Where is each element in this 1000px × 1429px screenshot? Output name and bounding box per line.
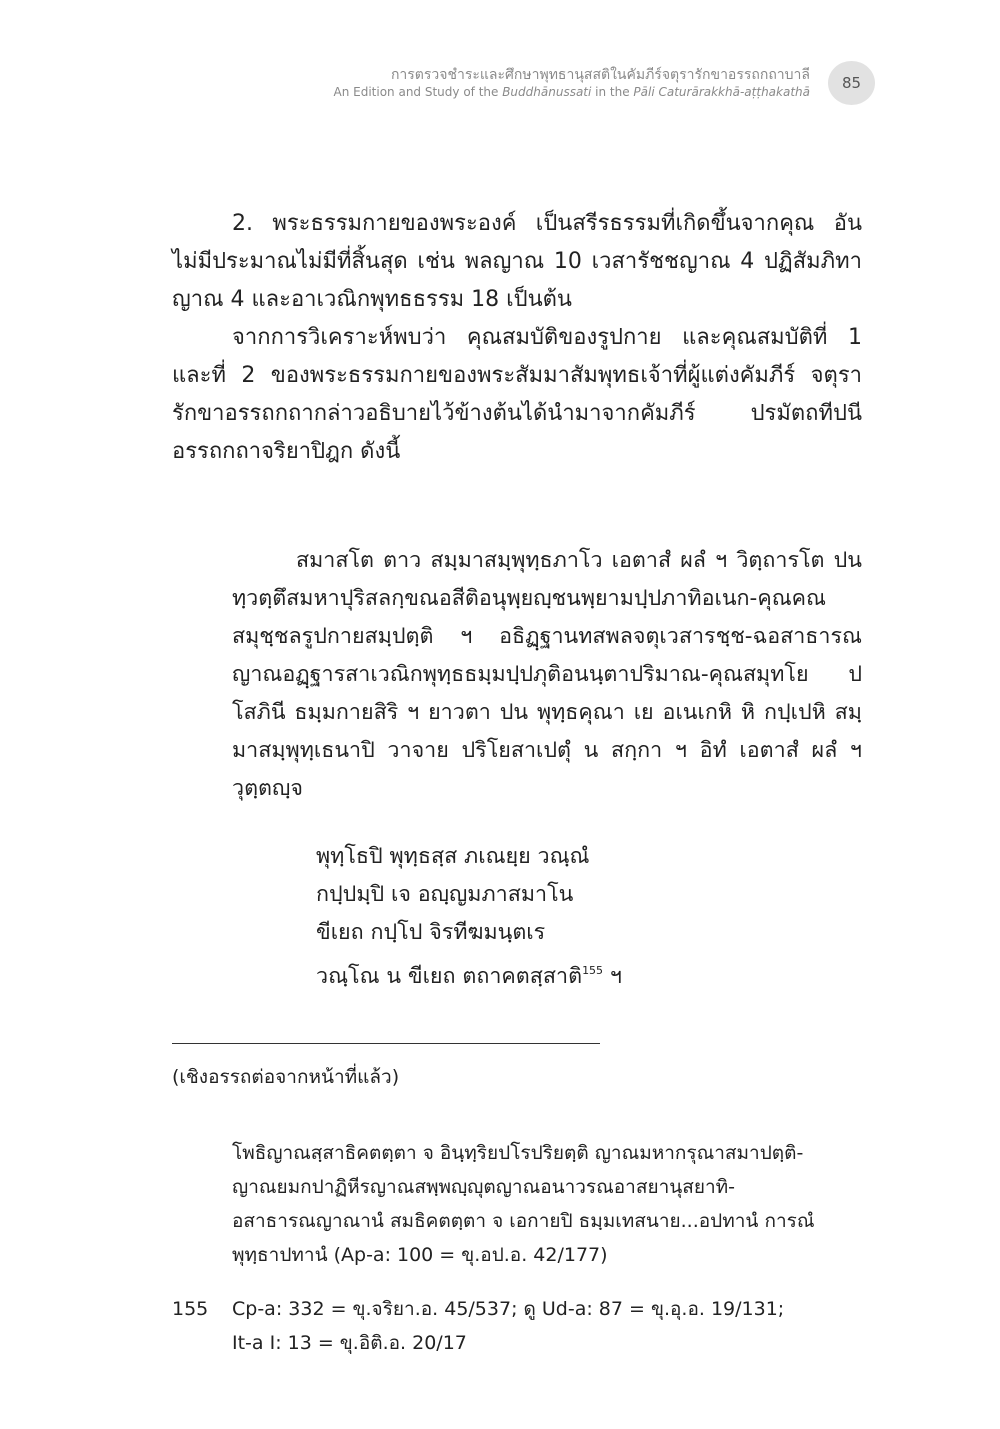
quote-paragraph bbox=[232, 542, 862, 808]
footnote-continued-text bbox=[232, 1136, 862, 1272]
verse-line-1: พุทฺโธปิ พุทฺธสฺส ภเณยฺย วณฺณํ bbox=[316, 844, 590, 869]
p2-line-1: จากการวิเคราะห์พบว่า คุณสมบัติของรูปกาย และคุณสมบัติที่ 1 bbox=[232, 325, 862, 350]
header-title-thai: การตรวจชำระและศึกษาพุทธานุสสติในคัมภีร์จตุรารักขาอรรถกถาบาลี bbox=[390, 67, 810, 83]
pali-quotation bbox=[232, 542, 862, 808]
footnote-cont-line-2: ญาณยมกปาฏิหีรญาณสพฺพญฺญุตญาณอนาวรณอาสยานุสยาทิ- bbox=[232, 1176, 736, 1198]
footnote-155-number: 155 bbox=[172, 1298, 209, 1320]
quote-line-2: ปน ทฺวตฺตึสมหาปุริสลกฺขณอสีติอนุพฺยญฺชนพฺยามปฺปภาทิอเนก- bbox=[232, 548, 862, 611]
p2-line-4: ปรมัตถทีปนี อรรถกถาจริยาปิฎก ดังนี้ bbox=[172, 401, 862, 464]
page-number: 85 bbox=[828, 61, 875, 105]
paragraph-1 bbox=[172, 205, 862, 319]
footnote-155-line-2: It-a I: 13 = ขุ.อิติ.อ. 20/17 bbox=[232, 1332, 467, 1354]
header-title-english bbox=[334, 84, 811, 101]
footnote-155-line-1: Cp-a: 332 = ขุ.จริยา.อ. 45/537; ดู Ud-a: 87 = ขุ.อุ.อ. 19/131; bbox=[232, 1298, 785, 1320]
pali-verse bbox=[316, 838, 622, 996]
verse-line-3: ขีเยถ กปฺโป จิรทีฆมนฺตเร bbox=[316, 920, 546, 945]
p1-line-1: 2. พระธรรมกายของพระองค์ เป็นสรีรธรรมที่เกิดขึ้นจากคุณ bbox=[232, 211, 815, 236]
quote-line-3: คุณคณสมุชฺชลรูปกายสมฺปตฺติ ฯ อธิฏฺฐานทสพลจตุเวสารชฺช- bbox=[232, 586, 826, 649]
header-en-part-4: Pāli Caturārakkhā-aṭṭhakathā bbox=[633, 85, 810, 99]
quote-line-6: หิ กปฺเปหิ สมฺมาสมฺพุทฺเธนาปิ วาจาย ปริโยสาเปตุํ น สกฺกา ฯ bbox=[232, 700, 862, 763]
quote-line-7: อิทํ เอตาสํ ผลํ ฯ วุตฺตญฺจ bbox=[232, 738, 863, 801]
header-en-part-3: in the bbox=[591, 85, 634, 99]
verse-line-4-end: ฯ bbox=[603, 964, 622, 989]
footnote-cont-line-1: โพธิญาณสฺสาธิคตตฺตา จ อินฺทฺริยปโรปริยตฺติ ญาณมหากรุณาสมาปตฺติ- bbox=[232, 1142, 804, 1164]
verse-line-4-text: วณฺโณ น ขีเยถ ตถาคตสฺสาติ bbox=[316, 964, 583, 989]
quote-line-4: ฉอสาธารณญาณอฏฺฐารสาเวณิกพุทฺธธมฺมปฺปภุติอนนฺตาปริมาณ- bbox=[232, 624, 862, 687]
footnote-cont-line-3: อสาธารณญาณานํ สมธิคตตฺตา จ เอกายปิ ธมฺมเทสนาย...อปทานํ การณํ bbox=[232, 1210, 815, 1232]
main-text bbox=[172, 205, 862, 471]
p2-line-2: และที่ 2 ของพระธรรมกายของพระสัมมาสัมพุทธเจ้าที่ผู้แต่งคัมภีร์ bbox=[172, 363, 796, 388]
p1-line-2: อันไม่มีประมาณไม่มีที่สิ้นสุด เช่น พลญาณ 10 เวสารัชชญาณ 4 bbox=[172, 211, 862, 274]
running-header bbox=[334, 66, 811, 101]
verse-line-2: กปฺปมฺปิ เจ อญฺญมภาสมาโน bbox=[316, 882, 574, 907]
footnote-cont-line-4: พุทฺธาปทานํ (Ap-a: 100 = ขุ.อป.อ. 42/177) bbox=[232, 1244, 608, 1266]
footnote-divider bbox=[172, 1043, 600, 1044]
p2-line-3: จตุรารักขาอรรถกถากล่าวอธิบายไว้ข้างต้นได้นำมาจากคัมภีร์ bbox=[172, 363, 862, 426]
header-en-part-1: An Edition and Study of the bbox=[333, 85, 503, 99]
footnote-continued-label: (เชิงอรรถต่อจากหน้าที่แล้ว) bbox=[172, 1066, 400, 1088]
footnote-ref-155: 155 bbox=[582, 964, 604, 977]
quote-line-5: คุณสมุทโย ปโสภินี ธมฺมกายสิริ ฯ ยาวตา ปน พุทฺธคุณา เย อเนเกหิ bbox=[232, 662, 862, 725]
paragraph-2 bbox=[172, 319, 862, 471]
footnote-155 bbox=[232, 1292, 784, 1360]
p1-line-3: ปฏิสัมภิทาญาณ 4 และอาเวณิกพุทธธรรม 18 เป็นต้น bbox=[172, 249, 862, 312]
header-en-part-2: Buddhānussati bbox=[502, 85, 592, 99]
verse-line-4 bbox=[316, 952, 622, 996]
quote-line-1: สมาสโต ตาว สมฺมาสมฺพุทฺธภาโว เอตาสํ ผลํ ฯ วิตฺถารโต bbox=[296, 548, 825, 573]
